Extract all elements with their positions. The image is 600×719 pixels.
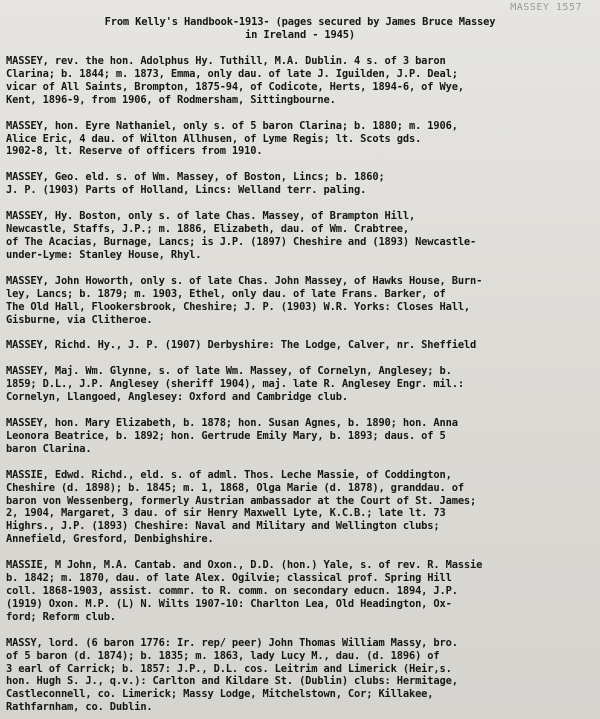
entry-line: baron von Wessenberg, formerly Austrian ambassador at the Court of St. James;	[6, 494, 477, 507]
entry-line: Annefield, Gresford, Denbighshire.	[6, 533, 214, 546]
entry-line: MASSEY, Richd. Hy., J. P. (1907) Derbyshire: The Lodge, Calver, nr. Sheffield	[6, 339, 477, 352]
entry-line: under-Lyme: Stanley House, Rhyl.	[6, 248, 202, 261]
entry-line: ley, Lancs; b. 1879; m. 1903, Ethel, only dau. of late Frans. Barker, of	[6, 287, 446, 300]
entry-line: hon. Hugh S. J., q.v.): Carlton and Kildare St. (Dublin) clubs: Hermitage,	[6, 675, 458, 688]
entry-line: MASSEY, rev. the hon. Adolphus Hy. Tuthill, M.A. Dublin. 4 s. of 3 baron	[6, 55, 446, 67]
heading-line: From Kelly's Handbook-1913- (pages secured by James Bruce Massey	[104, 16, 496, 28]
entry-line: MASSIE, Edwd. Richd., eld. s. of adml. Thos. Leche Massie, of Coddington,	[6, 468, 452, 481]
entry-line: of 5 baron (d. 1874); b. 1835; m. 1863, lady Lucy M., dau. (d. 1896) of	[6, 649, 440, 662]
entry-line: 2, 1904, Margaret, 3 dau. of sir Henry Maxwell Lyte, K.C.B.; late lt. 73	[6, 507, 446, 520]
entry-line: MASSEY, hon. Eyre Nathaniel, only s. of 5 baron Clarina; b. 1880; m. 1906,	[6, 119, 458, 132]
entry-adolphus	[6, 55, 594, 107]
entry-line: 1859; D.L., J.P. Anglesey (sheriff 1904), maj. late R. Anglesey Engr. mil.:	[6, 378, 464, 391]
entry-line: Rathfarnham, co. Dublin.	[6, 701, 153, 714]
entry-john-howorth	[6, 275, 594, 327]
entry-line: Castleconnell, co. Limerick; Massy Lodge, Mitchelstown, Cor; Killakee,	[6, 688, 434, 701]
entry-line: baron Clarina.	[6, 442, 92, 455]
handwritten-note: MASSEY 1557	[510, 2, 582, 13]
entry-mary-elizabeth	[6, 417, 594, 456]
entry-richd	[6, 339, 594, 352]
entry-john-massie	[6, 559, 594, 624]
entry-line: MASSEY, Hy. Boston, only s. of late Chas. Massey, of Brampton Hill,	[6, 210, 416, 223]
entry-line: MASSEY, John Howorth, only s. of late Chas. John Massey, of Hawks House, Burn-	[6, 274, 483, 287]
entry-line: MASSY, lord. (6 baron 1776: Ir. rep/ peer) John Thomas William Massy, bro.	[6, 636, 458, 649]
entry-line: 1902-8, lt. Reserve of officers from 1910.	[6, 145, 263, 158]
entry-line: MASSIE, M John, M.A. Cantab. and Oxon., D.D. (hon.) Yale, s. of rev. R. Massie	[6, 559, 483, 572]
entry-line: of The Acacias, Burnage, Lancs; is J.P. (1897) Cheshire and (1893) Newcastle-	[6, 235, 477, 248]
entry-wm-glynne	[6, 365, 594, 404]
entry-line: ford; Reform club.	[6, 610, 116, 623]
entry-line: Cheshire (d. 1898); b. 1845; m. 1, 1868, Olga Marie (d. 1878), granddau. of	[6, 481, 464, 494]
entry-line: Cornelyn, Llangoed, Anglesey: Oxford and Cambridge club.	[6, 391, 348, 404]
entry-line: (1919) Oxon. M.P. (L) N. Wilts 1907-10: Charlton Lea, Old Headington, Ox-	[6, 597, 452, 610]
entry-hy-boston	[6, 210, 594, 262]
entry-line: Alice Eric, 4 dau. of Wilton Allhusen, of Lyme Regis; lt. Scots gds.	[6, 132, 422, 145]
entry-line: 3 earl of Carrick; b. 1857: J.P., D.L. cos. Leitrim and Limerick (Heir,s.	[6, 662, 452, 675]
entry-line: J. P. (1903) Parts of Holland, Lincs: Welland terr. paling.	[6, 184, 367, 197]
entry-line: MASSEY, hon. Mary Elizabeth, b. 1878; hon. Susan Agnes, b. 1890; hon. Anna	[6, 417, 458, 430]
entry-george	[6, 171, 594, 197]
entry-line: MASSEY, Geo. eld. s. of Wm. Massey, of Boston, Lincs; b. 1860;	[6, 171, 385, 184]
heading-line: in Ireland - 1945)	[245, 28, 355, 41]
entry-line: Gisburne, via Clitheroe.	[6, 313, 153, 326]
entry-line: Leonora Beatrice, b. 1892; hon. Gertrude Emily Mary, b. 1893; daus. of 5	[6, 429, 446, 442]
entry-edwd-richd	[6, 469, 594, 546]
page-heading	[6, 16, 594, 41]
entry-line: b. 1842; m. 1870, dau. of late Alex. Ogilvie; classical prof. Spring Hill	[6, 572, 452, 585]
entry-line: coll. 1868-1903, assist. commr. to R. comm. on secondary educn. 1894, J.P.	[6, 585, 458, 597]
entry-line: Clarina; b. 1844; m. 1873, Emma, only dau. of late J. Iguilden, J.P. Deal;	[6, 67, 458, 80]
entry-line: The Old Hall, Flookersbrook, Cheshire; J. P. (1903) W.R. Yorks: Closes Hall,	[6, 300, 471, 313]
entry-lord-massy	[6, 637, 594, 714]
entry-line: vicar of All Saints, Brompton, 1875-94, of Codicote, Herts, 1894-6, of Wye,	[6, 80, 464, 93]
entry-line: Highrs., J.P. (1893) Cheshire: Naval and Military and Wellington clubs;	[6, 520, 440, 533]
entry-line: Kent, 1896-9, from 1906, of Rodmersham, Sittingbourne.	[6, 93, 336, 106]
entry-line: Newcastle, Staffs, J.P.; m. 1886, Elizabeth, dau. of Wm. Crabtree,	[6, 223, 409, 236]
entry-eyre	[6, 120, 594, 159]
entry-line: MASSEY, Maj. Wm. Glynne, s. of late Wm. Massey, of Cornelyn, Anglesey; b.	[6, 365, 452, 378]
